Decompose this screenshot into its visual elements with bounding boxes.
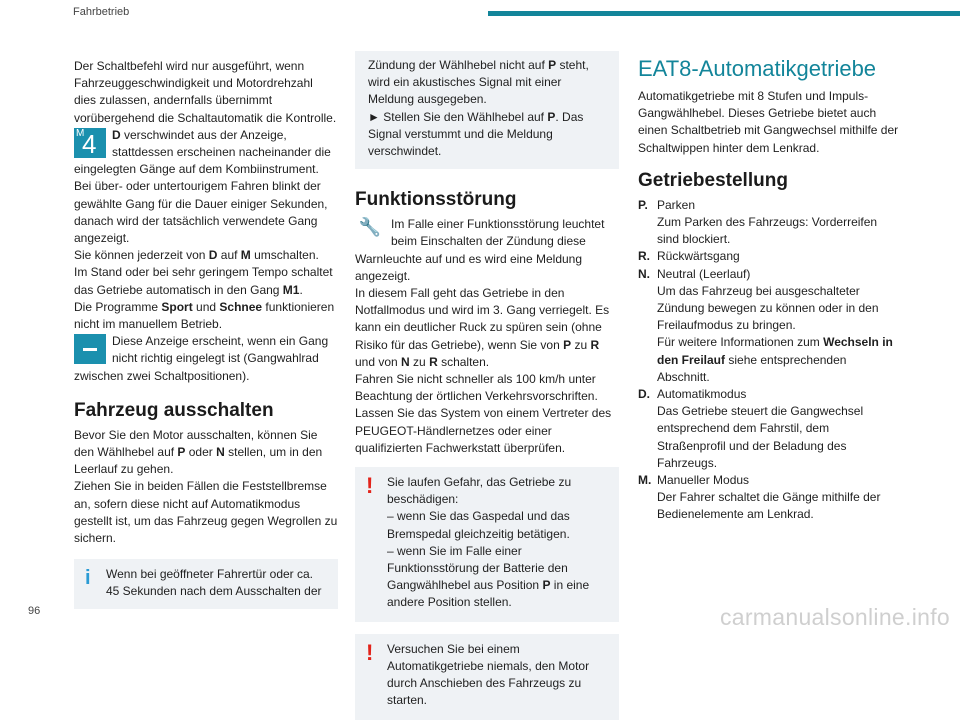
watermark: carmanualsonline.info [719, 604, 950, 630]
page-title: EAT8-Automatikgetriebe [638, 56, 877, 81]
heading-getriebestellung: Getriebestellung [638, 169, 788, 191]
warning-icon: ! [366, 473, 374, 499]
paragraph: Ziehen Sie in beiden Fällen die Feststellbremse an, sofern diese nicht auf Automatikmodus gestellt ist, um das Fahrzeug gegen Wegrollen zu sichern. [74, 479, 338, 546]
heading-fahrzeug-ausschalten: Fahrzeug ausschalten [74, 399, 274, 421]
paragraph: Automatikgetriebe mit 8 Stufen und Impuls-Gangwählhebel. Dieses Getriebe bietet auch einen Schaltbetrieb mit Gangwechsel mithilfe der Schaltwippen hinter dem Lenkrad. [638, 89, 899, 155]
warning-light-paragraph: 🔧 Im Falle einer Funktionsstörung leuchtet beim Einschalten der Zündung diese Warnleuchte auf und es wird eine Meldung angezeigt. [355, 217, 605, 283]
info-icon: i [85, 567, 91, 590]
column-right [638, 55, 900, 524]
info-box-continued: Zündung der Wählhebel nicht auf P steht, wird ein akustisches Signal mit einer Meldung ausgegeben. ► Stellen Sie den Wählhebel auf P. Das Signal verstummt und die Meldung verschwindet. [355, 51, 619, 169]
paragraph: Bevor Sie den Motor ausschalten, können Sie den Wählhebel auf P oder N stellen, um in den Leerlauf zu gehen. [74, 427, 323, 477]
gear-indicator-icon: M 4 [74, 128, 106, 158]
header-accent-bar [488, 11, 960, 16]
paragraph: Fahren Sie nicht schneller als 100 km/h unter Beachtung der örtlichen Verkehrsvorschriften. [355, 372, 598, 404]
gear-position-list [638, 197, 900, 524]
gear-display-paragraph: M 4 D verschwindet aus der Anzeige, stattdessen erscheinen nacheinander die eingelegten Gänge auf dem Kombiinstrument. [74, 127, 331, 177]
list-item: D. Automatikmodus Das Getriebe steuert die Gangwechsel entsprechend dem Fahrstil, dem Straßenprofil und der Beladung des Fahrzeugs. [638, 387, 864, 470]
list-item: P. Parken Zum Parken des Fahrzeugs: Vorderreifen sind blockiert. [638, 197, 878, 247]
warning-box: ! Versuchen Sie bei einem Automatikgetriebe niemals, den Motor durch Anschieben des Fahrzeugs zu starten. [355, 634, 619, 720]
paragraph: Im Stand oder bei sehr geringem Tempo schaltet das Getriebe automatisch in den Gang M1. [74, 265, 333, 297]
paragraph: Bei über- oder untertourigem Fahren blinkt der gewählte Gang für die Dauer einiger Sekunden, danach wird der tatsächlich verwendete Gang angezeigt. [74, 179, 328, 246]
warning-icon: ! [366, 639, 374, 665]
heading-funktionsstoerung: Funktionsstörung [355, 189, 517, 211]
paragraph: Die Programme Sport und Schnee funktionieren nicht im manuellem Betrieb. [74, 299, 335, 332]
paragraph: Lassen Sie das System von einem Vertreter des PEUGEOT-Händlernetzes oder einer qualifizierten Fachwerkstatt überprüfen. [355, 406, 612, 455]
section-title: Fahrbetrieb [73, 6, 130, 18]
column-left [74, 58, 338, 609]
page-number: 96 [28, 605, 41, 617]
paragraph: In diesem Fall geht das Getriebe in den Notfallmodus und wird im 3. Gang verriegelt. Es kann ein deutlicher Ruck zu spüren sein (ohne Risiko für das Getriebe), wenn Sie von P zu R und von N zu R schalten. [355, 286, 610, 369]
warning-box: ! Sie laufen Gefahr, das Getriebe zu beschädigen: – wenn Sie das Gaspedal und das Bremspedal gleichzeitig betätigen. – wenn Sie im Falle einer Funktionsstörung der Batterie den Gangwählhebel aus Position P in eine andere Position stellen. [355, 467, 619, 622]
paragraph: Der Schaltbefehl wird nur ausgeführt, wenn Fahrzeuggeschwindigkeit und Motordrehzahl dies zulassen, andernfalls übernimmt vorübergehend die Schaltautomatik die Kontrolle. [74, 59, 337, 125]
list-item: R. Rückwärtsgang [638, 249, 740, 264]
arrow-right-icon: ► [368, 109, 380, 124]
list-item: N. Neutral (Leerlauf) Um das Fahrzeug bei ausgeschalteter Zündung bewegen zu können oder in den Freilaufmodus zu bringen. Für weitere Informationen zum Wechseln in den Freilauf siehe entsprechenden Abschnitt. [638, 266, 893, 384]
column-middle [355, 59, 619, 720]
info-box: i Wenn bei geöffneter Fahrertür oder ca. 45 Sekunden nach dem Ausschalten der [74, 559, 338, 608]
list-item: M. Manueller Modus Der Fahrer schaltet die Gänge mithilfe der Bedienelemente am Lenkrad. [638, 473, 881, 522]
no-gear-icon [74, 334, 106, 364]
paragraph: Sie können jederzeit von D auf M umschalten. [74, 248, 319, 263]
wrench-icon: 🔧 [358, 217, 382, 238]
no-gear-paragraph: Diese Anzeige erscheint, wenn ein Gang nicht richtig eingelegt ist (Gangwahlrad zwischen zwei Schaltpositionen). [74, 334, 329, 383]
